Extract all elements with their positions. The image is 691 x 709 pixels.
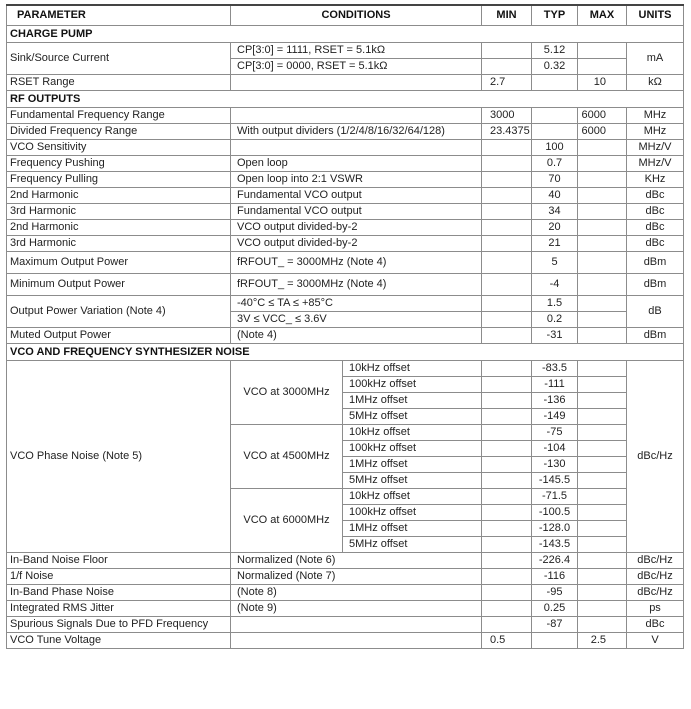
max-cell [578, 328, 627, 344]
min-cell [482, 236, 532, 252]
offset-cell: 1MHz offset [343, 521, 482, 537]
min-cell [482, 188, 532, 204]
typ-cell: -4 [532, 274, 578, 296]
typ-cell: -136 [532, 393, 578, 409]
min-cell [482, 537, 532, 553]
param-cell: In-Band Phase Noise [7, 585, 231, 601]
typ-cell: -143.5 [532, 537, 578, 553]
header-parameter: PARAMETER [7, 5, 231, 26]
typ-cell: -95 [532, 585, 578, 601]
max-cell [578, 236, 627, 252]
min-cell [482, 140, 532, 156]
param-cell: Frequency Pulling [7, 172, 231, 188]
table-row [7, 274, 684, 296]
min-cell [482, 43, 532, 59]
cond-cell: VCO output divided-by-2 [231, 220, 482, 236]
table-row [7, 220, 684, 236]
max-cell: 6000 [578, 108, 627, 124]
vco-freq-cell: VCO at 3000MHz [231, 361, 343, 425]
param-cell: Spurious Signals Due to PFD Frequency [7, 617, 231, 633]
max-cell [578, 489, 627, 505]
typ-cell [532, 633, 578, 649]
typ-cell: -145.5 [532, 473, 578, 489]
max-cell [578, 274, 627, 296]
header-units: UNITS [627, 5, 684, 26]
table-row [7, 252, 684, 274]
param-cell: 3rd Harmonic [7, 236, 231, 252]
max-cell [578, 361, 627, 377]
max-cell [578, 569, 627, 585]
min-cell [482, 204, 532, 220]
units-cell: dB [627, 296, 684, 328]
min-cell [482, 156, 532, 172]
min-cell: 0.5 [482, 633, 532, 649]
offset-cell: 10kHz offset [343, 425, 482, 441]
header-conditions: CONDITIONS [231, 5, 482, 26]
max-cell [578, 393, 627, 409]
units-cell: MHz [627, 124, 684, 140]
max-cell [578, 312, 627, 328]
units-cell: ps [627, 601, 684, 617]
max-cell [578, 473, 627, 489]
units-cell: mA [627, 43, 684, 75]
min-cell [482, 521, 532, 537]
max-cell [578, 204, 627, 220]
offset-cell: 100kHz offset [343, 505, 482, 521]
max-cell [578, 156, 627, 172]
cond-cell [231, 617, 482, 633]
units-cell: dBc/Hz [627, 361, 684, 553]
typ-cell: -104 [532, 441, 578, 457]
param-cell: Maximum Output Power [7, 252, 231, 274]
typ-cell: 34 [532, 204, 578, 220]
typ-cell: -31 [532, 328, 578, 344]
table-row [7, 188, 684, 204]
table-row [7, 617, 684, 633]
min-cell [482, 274, 532, 296]
cond-cell: Normalized (Note 6) [231, 553, 482, 569]
min-cell [482, 457, 532, 473]
max-cell [578, 377, 627, 393]
typ-cell: -116 [532, 569, 578, 585]
min-cell [482, 569, 532, 585]
min-cell [482, 553, 532, 569]
min-cell [482, 312, 532, 328]
typ-cell: -149 [532, 409, 578, 425]
max-cell [578, 296, 627, 312]
electrical-characteristics-table [6, 4, 684, 649]
min-cell [482, 441, 532, 457]
units-cell: dBc [627, 220, 684, 236]
section-rf-outputs: RF OUTPUTS [7, 91, 684, 108]
units-cell: dBc [627, 204, 684, 220]
min-cell [482, 361, 532, 377]
cond-cell [231, 633, 482, 649]
offset-cell: 5MHz offset [343, 473, 482, 489]
max-cell [578, 521, 627, 537]
max-cell: 10 [578, 75, 627, 91]
offset-cell: 10kHz offset [343, 361, 482, 377]
typ-cell [532, 108, 578, 124]
table-row [7, 124, 684, 140]
header-typ: TYP [532, 5, 578, 26]
max-cell: 6000 [578, 124, 627, 140]
param-cell: 2nd Harmonic [7, 220, 231, 236]
offset-cell: 100kHz offset [343, 441, 482, 457]
typ-cell: 5 [532, 252, 578, 274]
param-cell: Sink/Source Current [7, 43, 231, 75]
param-cell: Divided Frequency Range [7, 124, 231, 140]
cond-cell: Normalized (Note 7) [231, 569, 482, 585]
cond-cell: Fundamental VCO output [231, 188, 482, 204]
typ-cell: 0.25 [532, 601, 578, 617]
typ-cell: 70 [532, 172, 578, 188]
min-cell [482, 252, 532, 274]
units-cell: dBc [627, 188, 684, 204]
section-vco-noise: VCO AND FREQUENCY SYNTHESIZER NOISE [7, 344, 684, 361]
vco-freq-cell: VCO at 6000MHz [231, 489, 343, 553]
param-cell: In-Band Noise Floor [7, 553, 231, 569]
typ-cell: 21 [532, 236, 578, 252]
cond-cell: Open loop [231, 156, 482, 172]
max-cell [578, 43, 627, 59]
min-cell [482, 393, 532, 409]
typ-cell: 0.7 [532, 156, 578, 172]
table-row [7, 361, 684, 377]
units-cell: dBc/Hz [627, 569, 684, 585]
table-row [7, 553, 684, 569]
typ-cell: -130 [532, 457, 578, 473]
max-cell [578, 505, 627, 521]
param-cell: 2nd Harmonic [7, 188, 231, 204]
param-cell: 3rd Harmonic [7, 204, 231, 220]
min-cell [482, 473, 532, 489]
cond-cell: Fundamental VCO output [231, 204, 482, 220]
cond-cell: With output dividers (1/2/4/8/16/32/64/128) [231, 124, 482, 140]
vco-freq-cell: VCO at 4500MHz [231, 425, 343, 489]
header-row [7, 5, 684, 26]
cond-cell: VCO output divided-by-2 [231, 236, 482, 252]
param-cell: RSET Range [7, 75, 231, 91]
cond-cell: CP[3:0] = 0000, RSET = 5.1kΩ [231, 59, 482, 75]
section-row [7, 26, 684, 43]
param-cell: Fundamental Frequency Range [7, 108, 231, 124]
typ-cell: 20 [532, 220, 578, 236]
max-cell [578, 188, 627, 204]
min-cell [482, 172, 532, 188]
cond-cell: 3V ≤ VCC_ ≤ 3.6V [231, 312, 482, 328]
min-cell: 2.7 [482, 75, 532, 91]
max-cell [578, 617, 627, 633]
offset-cell: 1MHz offset [343, 393, 482, 409]
table-row [7, 585, 684, 601]
units-cell: MHz [627, 108, 684, 124]
cond-cell: (Note 8) [231, 585, 482, 601]
units-cell: dBm [627, 274, 684, 296]
param-cell: VCO Sensitivity [7, 140, 231, 156]
max-cell [578, 537, 627, 553]
cond-cell: fRFOUT_ = 3000MHz (Note 4) [231, 252, 482, 274]
min-cell [482, 377, 532, 393]
max-cell: 2.5 [578, 633, 627, 649]
typ-cell: 40 [532, 188, 578, 204]
param-cell: Integrated RMS Jitter [7, 601, 231, 617]
units-cell: dBc/Hz [627, 553, 684, 569]
typ-cell [532, 124, 578, 140]
section-row [7, 91, 684, 108]
cond-cell: Open loop into 2:1 VSWR [231, 172, 482, 188]
table-row [7, 204, 684, 220]
min-cell [482, 425, 532, 441]
max-cell [578, 172, 627, 188]
table-row [7, 569, 684, 585]
param-cell: Minimum Output Power [7, 274, 231, 296]
offset-cell: 5MHz offset [343, 537, 482, 553]
param-cell: Output Power Variation (Note 4) [7, 296, 231, 328]
typ-cell: 5.12 [532, 43, 578, 59]
typ-cell: -75 [532, 425, 578, 441]
table-row [7, 236, 684, 252]
param-cell: VCO Tune Voltage [7, 633, 231, 649]
cond-cell [231, 140, 482, 156]
units-cell: dBc [627, 236, 684, 252]
typ-cell: 0.32 [532, 59, 578, 75]
param-cell: 1/f Noise [7, 569, 231, 585]
max-cell [578, 553, 627, 569]
min-cell [482, 601, 532, 617]
typ-cell: 100 [532, 140, 578, 156]
table-row [7, 172, 684, 188]
param-cell: Muted Output Power [7, 328, 231, 344]
min-cell [482, 328, 532, 344]
param-cell: Frequency Pushing [7, 156, 231, 172]
units-cell: KHz [627, 172, 684, 188]
typ-cell: -83.5 [532, 361, 578, 377]
min-cell [482, 409, 532, 425]
max-cell [578, 601, 627, 617]
typ-cell: 1.5 [532, 296, 578, 312]
offset-cell: 1MHz offset [343, 457, 482, 473]
min-cell [482, 296, 532, 312]
units-cell: dBm [627, 328, 684, 344]
table-row [7, 296, 684, 312]
max-cell [578, 409, 627, 425]
units-cell: dBc [627, 617, 684, 633]
units-cell: V [627, 633, 684, 649]
typ-cell: -111 [532, 377, 578, 393]
cond-cell [231, 108, 482, 124]
max-cell [578, 585, 627, 601]
max-cell [578, 140, 627, 156]
min-cell [482, 505, 532, 521]
units-cell: dBm [627, 252, 684, 274]
table-row [7, 633, 684, 649]
min-cell [482, 489, 532, 505]
max-cell [578, 59, 627, 75]
header-max: MAX [578, 5, 627, 26]
min-cell [482, 585, 532, 601]
typ-cell: -87 [532, 617, 578, 633]
units-cell: dBc/Hz [627, 585, 684, 601]
section-row [7, 344, 684, 361]
cond-cell: CP[3:0] = 1111, RSET = 5.1kΩ [231, 43, 482, 59]
table-row [7, 108, 684, 124]
min-cell [482, 220, 532, 236]
offset-cell: 10kHz offset [343, 489, 482, 505]
max-cell [578, 252, 627, 274]
cond-cell: (Note 4) [231, 328, 482, 344]
cond-cell: -40°C ≤ TA ≤ +85°C [231, 296, 482, 312]
cond-cell: (Note 9) [231, 601, 482, 617]
typ-cell: -100.5 [532, 505, 578, 521]
typ-cell: -128.0 [532, 521, 578, 537]
table-row [7, 328, 684, 344]
section-charge-pump: CHARGE PUMP [7, 26, 684, 43]
min-cell: 3000 [482, 108, 532, 124]
cond-cell [231, 75, 482, 91]
table-row [7, 75, 684, 91]
units-cell: MHz/V [627, 140, 684, 156]
typ-cell [532, 75, 578, 91]
max-cell [578, 220, 627, 236]
min-cell [482, 59, 532, 75]
table-row [7, 43, 684, 59]
typ-cell: -71.5 [532, 489, 578, 505]
max-cell [578, 457, 627, 473]
min-cell [482, 617, 532, 633]
param-cell: VCO Phase Noise (Note 5) [7, 361, 231, 553]
table-row [7, 156, 684, 172]
offset-cell: 100kHz offset [343, 377, 482, 393]
max-cell [578, 441, 627, 457]
table-row [7, 601, 684, 617]
min-cell: 23.4375 [482, 124, 532, 140]
typ-cell: -226.4 [532, 553, 578, 569]
units-cell: MHz/V [627, 156, 684, 172]
header-min: MIN [482, 5, 532, 26]
max-cell [578, 425, 627, 441]
table-row [7, 140, 684, 156]
units-cell: kΩ [627, 75, 684, 91]
cond-cell: fRFOUT_ = 3000MHz (Note 4) [231, 274, 482, 296]
offset-cell: 5MHz offset [343, 409, 482, 425]
typ-cell: 0.2 [532, 312, 578, 328]
